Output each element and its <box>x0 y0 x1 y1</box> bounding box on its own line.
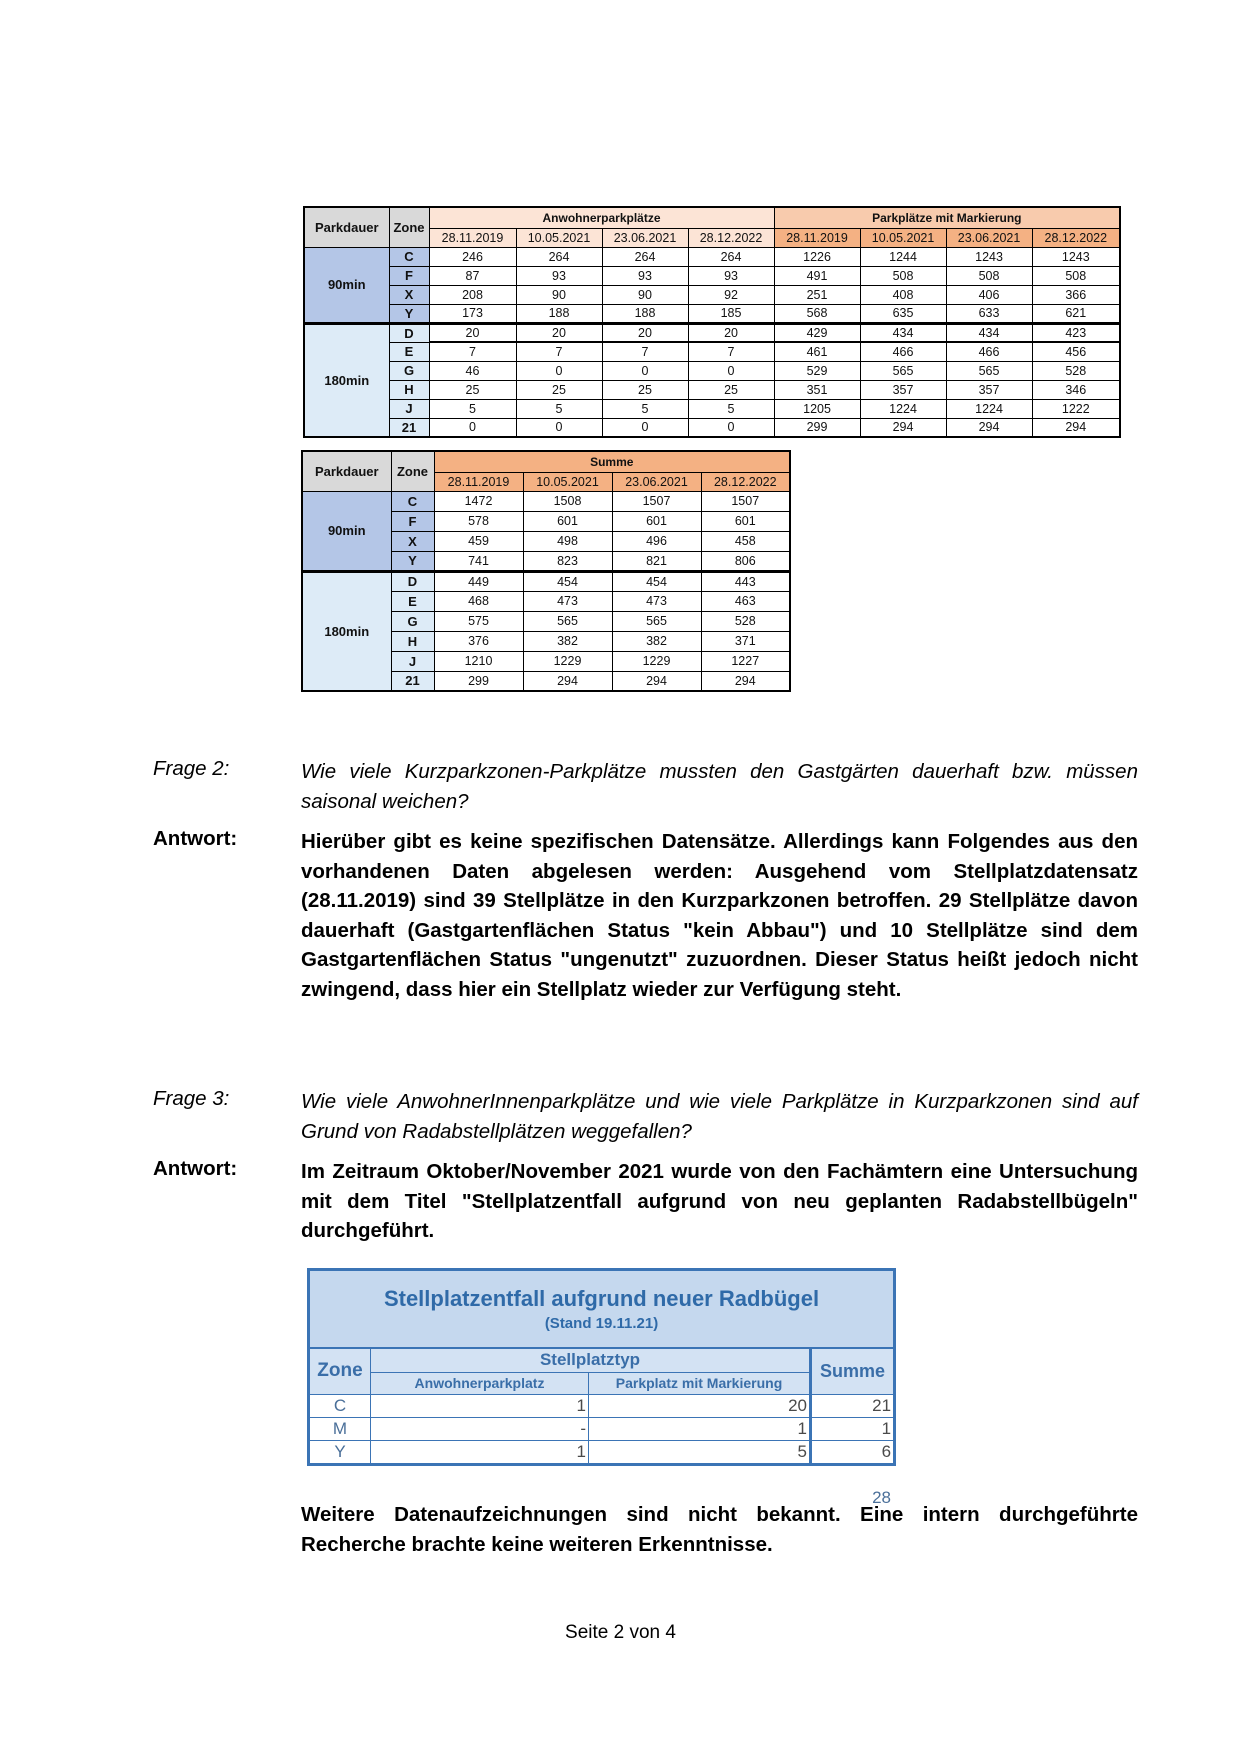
summe-value: 1507 <box>612 491 701 511</box>
anwohner-value: 5 <box>516 399 602 418</box>
radbuegel-table <box>307 1268 896 1466</box>
summe-value: 382 <box>523 631 612 651</box>
anwohner-value: 7 <box>429 342 516 361</box>
anwohner-value: 5 <box>429 399 516 418</box>
zone-cell: H <box>391 631 434 651</box>
anwohner-value: 0 <box>516 361 602 380</box>
table-row <box>309 1394 895 1417</box>
zone-cell: G <box>391 611 434 631</box>
anwohner-value: 208 <box>429 285 516 304</box>
summe-table <box>301 450 791 692</box>
table-row <box>304 342 1120 361</box>
summe-value: 601 <box>612 511 701 531</box>
anwohner-value: 188 <box>516 304 602 323</box>
zone-cell: C <box>391 491 434 511</box>
markierung-value: 635 <box>860 304 946 323</box>
col-header-parkplatz-markierung: Parkplatz mit Markierung <box>589 1372 811 1394</box>
anwohner-value: 7 <box>688 342 774 361</box>
summe-value: 21 <box>811 1394 895 1417</box>
zone-cell: M <box>309 1417 371 1440</box>
date-header: 28.11.2019 <box>434 472 523 491</box>
markierung-value: 621 <box>1032 304 1120 323</box>
anwohner-value: 1 <box>371 1440 589 1464</box>
markierung-value: 466 <box>946 342 1032 361</box>
group-header-markierung: Parkplätze mit Markierung <box>774 207 1120 228</box>
summe-value: 443 <box>701 571 790 591</box>
markierung-value: 456 <box>1032 342 1120 361</box>
table-row <box>304 304 1120 323</box>
anwohner-value: 1 <box>371 1394 589 1417</box>
summe-value: 468 <box>434 591 523 611</box>
markierung-value: 565 <box>860 361 946 380</box>
markierung-value: 508 <box>860 266 946 285</box>
summe-value: 1507 <box>701 491 790 511</box>
radbuegel-total: 28 <box>872 1488 891 1507</box>
date-header: 10.05.2021 <box>523 472 612 491</box>
summe-value: 565 <box>612 611 701 631</box>
markierung-value: 366 <box>1032 285 1120 304</box>
anwohner-value: 25 <box>429 380 516 399</box>
summe-value: 601 <box>701 511 790 531</box>
parkdauer-group: 90min <box>304 247 389 323</box>
col-header-zone: Zone <box>391 451 434 491</box>
parkdauer-group: 90min <box>302 491 391 571</box>
table-row <box>304 399 1120 418</box>
markierung-value: 5 <box>589 1440 811 1464</box>
table-row <box>309 1440 895 1464</box>
anwohner-value: 87 <box>429 266 516 285</box>
zone-cell: F <box>389 266 429 285</box>
group-header-stellplatztyp: Stellplatztyp <box>371 1348 811 1372</box>
anwohner-value: 25 <box>516 380 602 399</box>
anwohner-value: 5 <box>602 399 688 418</box>
anwohner-value: 7 <box>602 342 688 361</box>
question-3-label: Frage 3: <box>153 1087 230 1110</box>
anwohner-value: 0 <box>602 361 688 380</box>
anwohner-value: - <box>371 1417 589 1440</box>
markierung-value: 1244 <box>860 247 946 266</box>
summe-value: 454 <box>612 571 701 591</box>
summe-value: 463 <box>701 591 790 611</box>
table-row <box>304 247 1120 266</box>
table-row <box>304 285 1120 304</box>
markierung-value: 529 <box>774 361 860 380</box>
summe-value: 449 <box>434 571 523 591</box>
summe-value: 459 <box>434 531 523 551</box>
question-2-label: Frage 2: <box>153 757 230 780</box>
col-header-summe: Summe <box>811 1348 895 1394</box>
question-3-text: Wie viele AnwohnerInnenparkplätze und wie viele Parkplätze in Kurzparkzonen sind auf Grund von Radabstellplätzen weggefallen? <box>301 1090 1138 1143</box>
markierung-value: 357 <box>860 380 946 399</box>
zone-cell: C <box>389 247 429 266</box>
answer-3-followup: Weitere Datenaufzeichnungen sind nicht bekannt. Eine intern durchgeführte Recherche brachte keine weiteren Erkenntnisse. <box>301 1503 1138 1556</box>
markierung-value: 466 <box>860 342 946 361</box>
table-row <box>304 266 1120 285</box>
markierung-value: 528 <box>1032 361 1120 380</box>
summe-value: 575 <box>434 611 523 631</box>
date-header: 28.12.2022 <box>701 472 790 491</box>
anwohner-value: 188 <box>602 304 688 323</box>
date-header: 23.06.2021 <box>946 228 1032 247</box>
anwohner-value: 46 <box>429 361 516 380</box>
markierung-value: 20 <box>589 1394 811 1417</box>
col-header-anwohnerparkplatz: Anwohnerparkplatz <box>371 1372 589 1394</box>
anwohner-value: 0 <box>688 361 774 380</box>
radbuegel-title: Stellplatzentfall aufgrund neuer Radbügel <box>383 1286 820 1311</box>
answer-3-label: Antwort: <box>153 1157 238 1180</box>
group-header-summe: Summe <box>434 451 790 472</box>
summe-value: 294 <box>612 671 701 691</box>
anwohner-value: 93 <box>688 266 774 285</box>
table-row <box>304 323 1120 342</box>
col-header-zone: Zone <box>389 207 429 247</box>
summe-value: 473 <box>612 591 701 611</box>
zone-cell: 21 <box>389 418 429 437</box>
parkdauer-group: 180min <box>302 571 391 691</box>
summe-value: 371 <box>701 631 790 651</box>
summe-value: 473 <box>523 591 612 611</box>
summe-value: 528 <box>701 611 790 631</box>
anwohner-value: 246 <box>429 247 516 266</box>
anwohner-value: 25 <box>688 380 774 399</box>
markierung-value: 1224 <box>946 399 1032 418</box>
markierung-value: 461 <box>774 342 860 361</box>
zone-cell: H <box>389 380 429 399</box>
summe-value: 1229 <box>612 651 701 671</box>
date-header: 28.12.2022 <box>688 228 774 247</box>
anwohner-value: 93 <box>516 266 602 285</box>
markierung-value: 508 <box>1032 266 1120 285</box>
table-row <box>304 380 1120 399</box>
anwohner-value: 20 <box>516 323 602 342</box>
date-header: 23.06.2021 <box>612 472 701 491</box>
summe-value: 294 <box>523 671 612 691</box>
date-header: 10.05.2021 <box>516 228 602 247</box>
anwohner-value: 20 <box>429 323 516 342</box>
markierung-value: 294 <box>946 418 1032 437</box>
zone-cell: X <box>389 285 429 304</box>
markierung-value: 568 <box>774 304 860 323</box>
markierung-value: 429 <box>774 323 860 342</box>
summe-value: 1227 <box>701 651 790 671</box>
anwohner-value: 7 <box>516 342 602 361</box>
table-row <box>309 1417 895 1440</box>
date-header: 28.12.2022 <box>1032 228 1120 247</box>
parkdauer-group: 180min <box>304 323 389 437</box>
markierung-value: 508 <box>946 266 1032 285</box>
summe-value: 454 <box>523 571 612 591</box>
markierung-value: 351 <box>774 380 860 399</box>
summe-value: 1 <box>811 1417 895 1440</box>
col-header-parkdauer: Parkdauer <box>302 451 391 491</box>
zone-cell: G <box>389 361 429 380</box>
summe-value: 1210 <box>434 651 523 671</box>
anwohner-value: 20 <box>688 323 774 342</box>
anwohner-value: 93 <box>602 266 688 285</box>
markierung-value: 633 <box>946 304 1032 323</box>
markierung-value: 1224 <box>860 399 946 418</box>
anwohner-value: 0 <box>688 418 774 437</box>
summe-value: 6 <box>811 1440 895 1464</box>
markierung-value: 251 <box>774 285 860 304</box>
summe-value: 578 <box>434 511 523 531</box>
col-header-parkdauer: Parkdauer <box>304 207 389 247</box>
summe-value: 1508 <box>523 491 612 511</box>
page-number: Seite 2 von 4 <box>565 1622 676 1643</box>
anwohner-value: 264 <box>688 247 774 266</box>
anwohner-value: 90 <box>602 285 688 304</box>
answer-2-text: Hierüber gibt es keine spezifischen Datensätze. Allerdings kann Folgendes aus den vorhandenen Daten abgelesen werden: Ausgehend vom Stellplatzdatensatz (28.11.2019) sind 39 Stellplätze in den Kurzparkzonen betroffen. 29 Stellplätze davon dauerhaft (Gastgartenflächen Status "kein Abbau") und 10 Stellplätze sind dem Gastgartenflächen Status "ungenutzt" zuzuordnen. Dieser Status heißt jedoch nicht zwingend, dass hier ein Stellplatz wieder zur Verfügung steht. <box>301 830 1138 1001</box>
radbuegel-title-cell <box>309 1270 895 1349</box>
markierung-value: 1226 <box>774 247 860 266</box>
date-header: 23.06.2021 <box>602 228 688 247</box>
answer-3-text: Im Zeitraum Oktober/November 2021 wurde von den Fachämtern eine Untersuchung mit dem Titel "Stellplatzentfall aufgrund von neu geplanten Radabstellbügeln" durchgeführt. <box>301 1160 1138 1242</box>
radbuegel-subtitle: (Stand 19.11.21) <box>544 1315 659 1332</box>
anwohner-value: 264 <box>516 247 602 266</box>
summe-value: 458 <box>701 531 790 551</box>
markierung-value: 299 <box>774 418 860 437</box>
summe-value: 496 <box>612 531 701 551</box>
markierung-value: 408 <box>860 285 946 304</box>
markierung-value: 357 <box>946 380 1032 399</box>
markierung-value: 1243 <box>1032 247 1120 266</box>
summe-value: 376 <box>434 631 523 651</box>
summe-value: 1472 <box>434 491 523 511</box>
zone-cell: J <box>391 651 434 671</box>
summe-value: 741 <box>434 551 523 571</box>
anwohner-value: 264 <box>602 247 688 266</box>
markierung-value: 346 <box>1032 380 1120 399</box>
markierung-value: 1243 <box>946 247 1032 266</box>
markierung-value: 1222 <box>1032 399 1120 418</box>
summe-value: 806 <box>701 551 790 571</box>
table-row <box>304 418 1120 437</box>
zone-cell: C <box>309 1394 371 1417</box>
date-header: 28.11.2019 <box>429 228 516 247</box>
anwohner-value: 90 <box>516 285 602 304</box>
markierung-value: 1205 <box>774 399 860 418</box>
zone-cell: E <box>389 342 429 361</box>
markierung-value: 434 <box>946 323 1032 342</box>
anwohner-value: 0 <box>429 418 516 437</box>
question-2-text: Wie viele Kurzparkzonen-Parkplätze mussten den Gastgärten dauerhaft bzw. müssen saisonal weichen? <box>301 760 1138 813</box>
radbuegel-table-figure <box>307 1268 893 1507</box>
answer-2-label: Antwort: <box>153 827 238 850</box>
zone-cell: E <box>391 591 434 611</box>
anwohner-value: 5 <box>688 399 774 418</box>
zone-cell: Y <box>309 1440 371 1464</box>
markierung-value: 406 <box>946 285 1032 304</box>
anwohner-value: 0 <box>516 418 602 437</box>
summe-value: 821 <box>612 551 701 571</box>
markierung-value: 565 <box>946 361 1032 380</box>
anwohner-value: 92 <box>688 285 774 304</box>
group-header-anwohner: Anwohnerparkplätze <box>429 207 774 228</box>
markierung-value: 294 <box>1032 418 1120 437</box>
col-header-zone: Zone <box>309 1348 371 1394</box>
markierung-value: 1 <box>589 1417 811 1440</box>
summe-value: 823 <box>523 551 612 571</box>
markierung-value: 434 <box>860 323 946 342</box>
summe-value: 498 <box>523 531 612 551</box>
table-row <box>304 361 1120 380</box>
markierung-value: 423 <box>1032 323 1120 342</box>
date-header: 10.05.2021 <box>860 228 946 247</box>
zone-cell: X <box>391 531 434 551</box>
zone-cell: Y <box>389 304 429 323</box>
anwohner-value: 25 <box>602 380 688 399</box>
table-row <box>302 571 790 591</box>
summe-value: 382 <box>612 631 701 651</box>
summe-value: 601 <box>523 511 612 531</box>
summe-value: 299 <box>434 671 523 691</box>
markierung-value: 294 <box>860 418 946 437</box>
anwohner-value: 20 <box>602 323 688 342</box>
date-header: 28.11.2019 <box>774 228 860 247</box>
zone-cell: Y <box>391 551 434 571</box>
summe-value: 1229 <box>523 651 612 671</box>
anwohner-value: 185 <box>688 304 774 323</box>
zone-cell: D <box>389 323 429 342</box>
anwohner-value: 0 <box>602 418 688 437</box>
markierung-value: 491 <box>774 266 860 285</box>
zone-cell: D <box>391 571 434 591</box>
anwohner-value: 173 <box>429 304 516 323</box>
zone-cell: 21 <box>391 671 434 691</box>
summe-value: 565 <box>523 611 612 631</box>
zone-cell: F <box>391 511 434 531</box>
summe-value: 294 <box>701 671 790 691</box>
table-row <box>302 491 790 511</box>
zone-cell: J <box>389 399 429 418</box>
parking-table <box>303 206 1121 438</box>
